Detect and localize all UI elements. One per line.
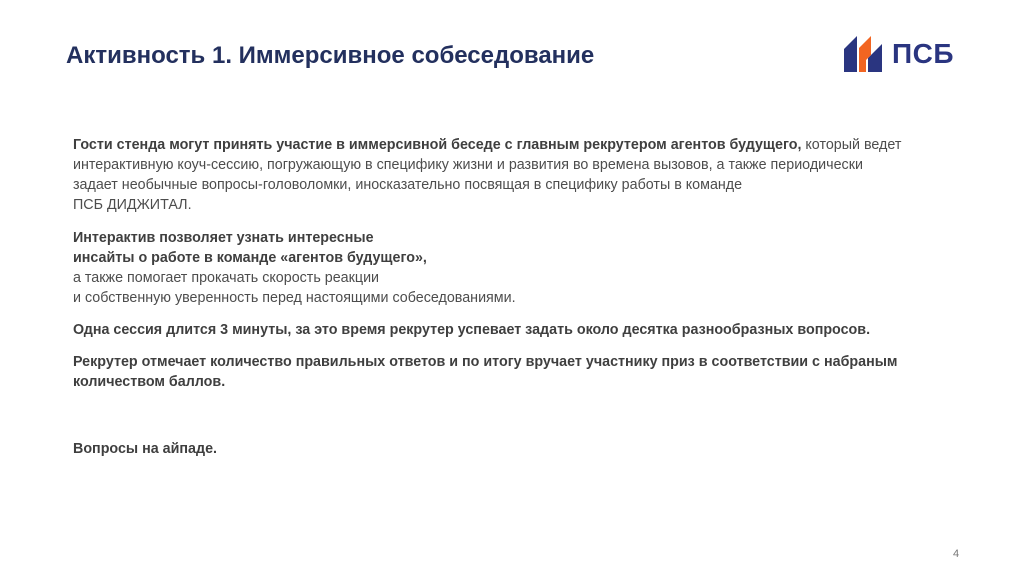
intro-text: который ведет [801, 137, 902, 153]
recruiter-line-2: количеством баллов. [73, 374, 226, 390]
content-body [73, 135, 953, 459]
page-number: 4 [953, 548, 960, 560]
intro-bold-text: Гости стенда могут принять участие в иммерсивной беседе с главным рекрутером агентов будущего, [73, 137, 802, 153]
paragraph-interactive [73, 228, 953, 308]
interactive-line-4: и собственную уверенность перед настоящими собеседованиями. [73, 290, 516, 306]
intro-line-4: ПСБ ДИДЖИТАЛ. [73, 197, 192, 213]
logo-text: ПСБ [892, 38, 954, 69]
interactive-line-3: а также помогает прокачать скорость реакции [73, 270, 380, 286]
interactive-bold-line-1: Интерактив позволяет узнать интересные [73, 230, 374, 246]
paragraph-intro [73, 135, 953, 215]
psb-logo-icon [844, 36, 882, 72]
intro-line-3: задает необычные вопросы-головоломки, иносказательно посвящая в специфику работы в команде [73, 177, 743, 193]
recruiter-line-1: Рекрутер отмечает количество правильных ответов и по итогу вручает участнику приз в соответствии с набраным [73, 354, 898, 370]
psb-logo [844, 36, 954, 72]
paragraph-session: Одна сессия длится 3 минуты, за это время рекрутер успевает задать около десятка разнообразных вопросов. [73, 322, 871, 338]
paragraph-recruiter [73, 352, 953, 392]
paragraph-ipad: Вопросы на айпаде. [73, 441, 217, 457]
slide-title: Активность 1. Иммерсивное собеседование [66, 42, 595, 69]
intro-line-2: интерактивную коуч-сессию, погружающую в специфику жизни и развития во времена вызовов, а также периодически [73, 157, 863, 173]
interactive-bold-line-2: инсайты о работе в команде «агентов будущего», [73, 250, 427, 266]
